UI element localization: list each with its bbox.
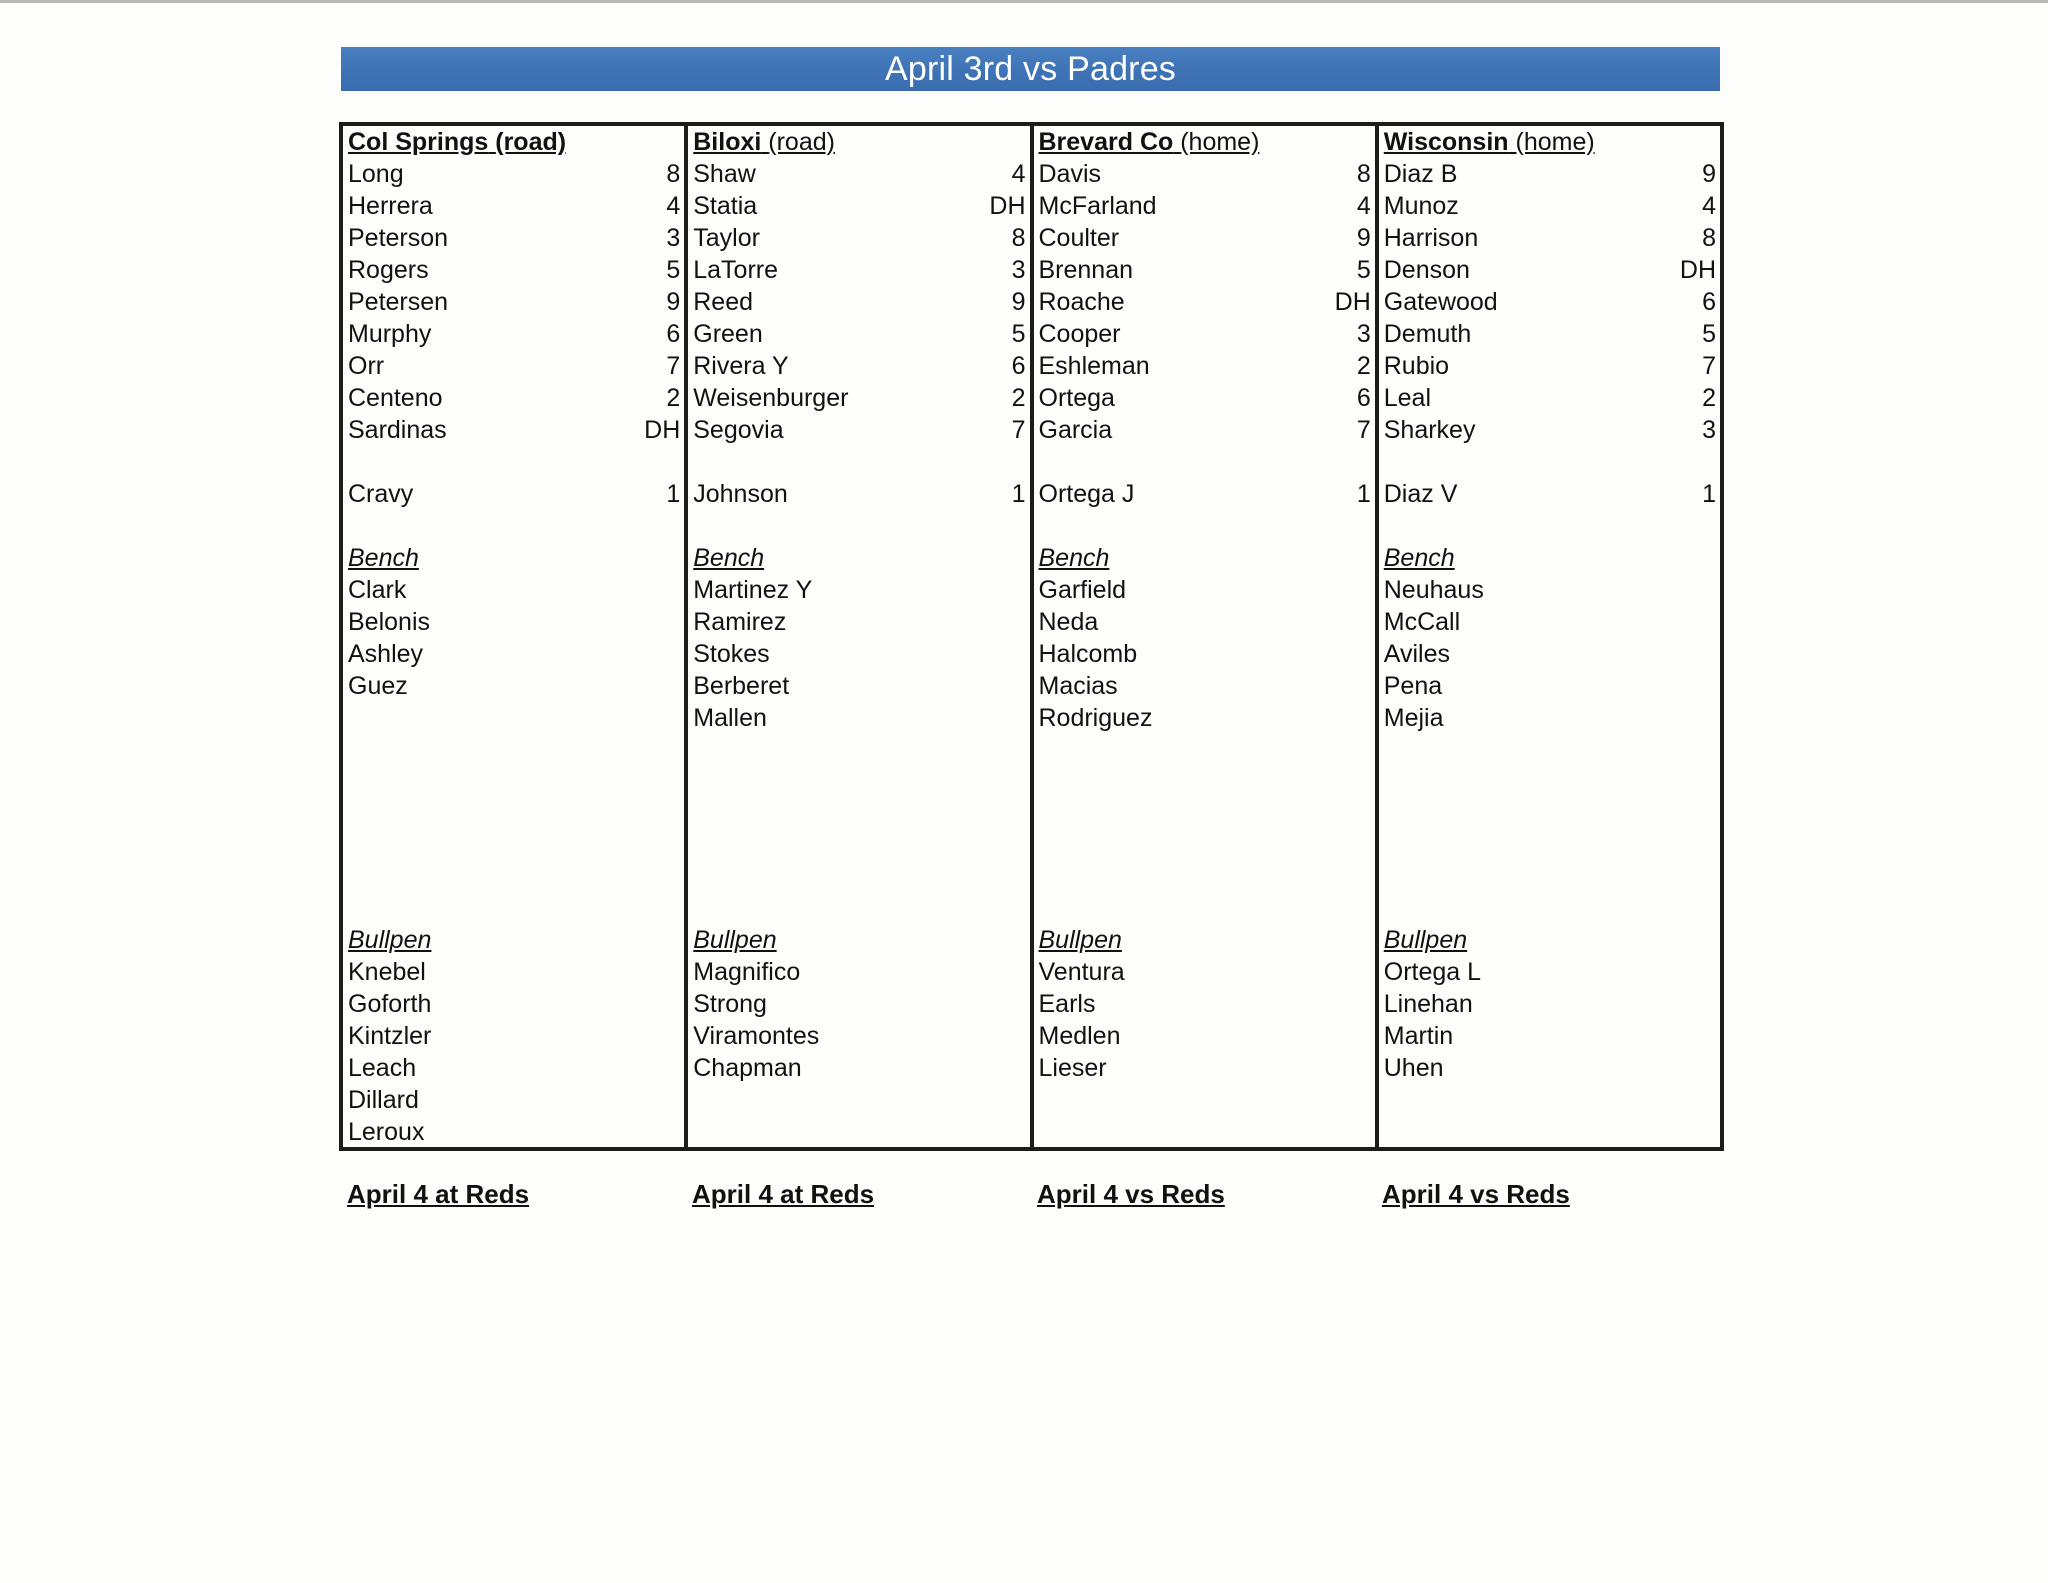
player-position: 3 (666, 224, 681, 252)
player-position: 5 (666, 256, 681, 284)
lineup-row (693, 158, 1025, 190)
player-name: Cooper (1038, 320, 1121, 348)
player-position: 9 (1011, 288, 1026, 316)
player-name: Eshleman (1038, 352, 1150, 380)
bench-player-row (1384, 702, 1716, 734)
player-name: Centeno (348, 384, 443, 412)
bullpen-player-row (693, 988, 1025, 1020)
team-header-text (1384, 126, 1595, 158)
spacer (1039, 446, 1371, 478)
player-position: 8 (1011, 224, 1026, 252)
lineup-row (1384, 222, 1716, 254)
player-name: Segovia (693, 416, 784, 444)
bullpen-player-row (1384, 988, 1716, 1020)
team-name: Biloxi (693, 128, 762, 156)
team-name: Brevard Co (1038, 128, 1174, 156)
player-position: 4 (666, 192, 681, 220)
bench-player-row (1384, 606, 1716, 638)
player-position: 3 (1011, 256, 1026, 284)
bench-player: Martinez Y (693, 576, 813, 604)
player-name: Long (348, 160, 404, 188)
bench-label: Bench (1038, 544, 1110, 572)
bullpen-player: Magnifico (693, 958, 801, 986)
player-name: Murphy (348, 320, 432, 348)
player-position: 5 (1356, 256, 1371, 284)
bullpen-player: Ventura (1038, 958, 1125, 986)
team-column (1030, 126, 1375, 1147)
lineup-row (348, 318, 680, 350)
player-position: DH (644, 416, 681, 444)
player-name: Ortega (1038, 384, 1115, 412)
team-venue: (home) (1515, 128, 1595, 156)
lineup-row (348, 414, 680, 446)
bench-label-row (693, 542, 1025, 574)
bullpen-player: Chapman (693, 1054, 802, 1082)
lineup-row (1384, 190, 1716, 222)
lineup-row (693, 414, 1025, 446)
lineup-row (348, 222, 680, 254)
bullpen-label: Bullpen (348, 926, 432, 954)
title-banner: April 3rd vs Padres (341, 47, 1720, 91)
team-column (343, 126, 684, 1147)
bench-player-row (1039, 702, 1371, 734)
spacer (693, 510, 1025, 542)
player-position: 2 (666, 384, 681, 412)
team-name: Col Springs (348, 128, 489, 156)
player-name: Reed (693, 288, 754, 316)
lineup-row (1384, 350, 1716, 382)
player-position: 4 (1356, 192, 1371, 220)
player-position: 6 (1356, 384, 1371, 412)
player-position: 7 (1011, 416, 1026, 444)
spacer (1384, 510, 1716, 542)
team-column (1375, 126, 1720, 1147)
player-position: 2 (1356, 352, 1371, 380)
player-name: Sharkey (1383, 416, 1476, 444)
bullpen-label: Bullpen (693, 926, 777, 954)
team-header (1039, 126, 1371, 158)
bullpen-block (1384, 924, 1716, 1084)
lineup-row (348, 254, 680, 286)
player-position: 5 (1702, 320, 1716, 348)
bench-player: Berberet (693, 672, 790, 700)
bench-label-row (348, 542, 680, 574)
lineup-row (1384, 414, 1716, 446)
bench-player: Macias (1038, 672, 1118, 700)
player-position: 8 (666, 160, 681, 188)
team-header-text (1039, 126, 1260, 158)
bench-label: Bench (348, 544, 419, 572)
player-name: Herrera (348, 192, 433, 220)
bench-player: Neuhaus (1383, 576, 1484, 604)
player-position: 6 (1011, 352, 1026, 380)
player-position: DH (1334, 288, 1371, 316)
bullpen-player-row (1039, 1052, 1371, 1084)
bench-player-row (1039, 574, 1371, 606)
bullpen-player: Dillard (348, 1086, 419, 1114)
next-game-label: April 4 at Reds (347, 1179, 530, 1209)
bullpen-player-row (1039, 956, 1371, 988)
lineup-row (1039, 222, 1371, 254)
bullpen-player: Kintzler (348, 1022, 432, 1050)
player-position: 7 (1356, 416, 1371, 444)
lineup-row (1384, 254, 1716, 286)
bench-player: Pena (1383, 672, 1443, 700)
player-position: 8 (1702, 224, 1716, 252)
bullpen-player: Knebel (348, 958, 426, 986)
player-position: 7 (1702, 352, 1716, 380)
next-game-label: April 4 at Reds (692, 1179, 875, 1209)
lineup-row (693, 190, 1025, 222)
player-name: McFarland (1038, 192, 1157, 220)
pitcher-position: 1 (1356, 480, 1371, 508)
player-name: Coulter (1038, 224, 1120, 252)
bullpen-player: Goforth (348, 990, 432, 1018)
player-position: 3 (1356, 320, 1371, 348)
bullpen-player: Uhen (1383, 1054, 1444, 1082)
bullpen-label-row (693, 924, 1025, 956)
bullpen-label-row (348, 924, 680, 956)
player-name: Sardinas (348, 416, 447, 444)
bullpen-player-row (348, 1052, 680, 1084)
bench-label-row (1039, 542, 1371, 574)
bench-player: Mallen (693, 704, 767, 732)
pitcher-position: 1 (1702, 480, 1716, 508)
team-venue: (road) (768, 128, 835, 156)
bullpen-player-row (693, 956, 1025, 988)
bench-player-row (693, 606, 1025, 638)
pitcher-name: Johnson (693, 480, 788, 508)
lineup-row (693, 382, 1025, 414)
team-header (693, 126, 1025, 158)
roster-grid (339, 122, 1724, 1151)
bullpen-label: Bullpen (1038, 926, 1122, 954)
lineup-row (348, 350, 680, 382)
pitcher-name: Cravy (348, 480, 414, 508)
bench-player-row (1384, 574, 1716, 606)
player-name: Roache (1038, 288, 1125, 316)
player-position: 4 (1011, 160, 1026, 188)
player-name: Rogers (348, 256, 429, 284)
bullpen-player-row (1384, 956, 1716, 988)
lineup-row (1039, 158, 1371, 190)
player-position: DH (989, 192, 1026, 220)
bench-player: Stokes (693, 640, 770, 668)
player-name: Diaz B (1383, 160, 1458, 188)
player-name: Brennan (1038, 256, 1134, 284)
bullpen-player-row (1384, 1020, 1716, 1052)
starting-pitcher-row (693, 478, 1025, 510)
bullpen-player: Viramontes (693, 1022, 820, 1050)
scan-edge (0, 0, 2048, 3)
bench-player-row (1384, 670, 1716, 702)
bench-player-row (693, 574, 1025, 606)
starting-pitcher-row (1039, 478, 1371, 510)
bullpen-player-row (693, 1052, 1025, 1084)
bench-player: Mejia (1383, 704, 1444, 732)
player-position: 6 (666, 320, 681, 348)
player-name: Green (693, 320, 763, 348)
lineup-row (348, 382, 680, 414)
player-name: Peterson (348, 224, 449, 252)
team-venue: (road) (495, 128, 567, 156)
lineup-row (693, 254, 1025, 286)
spacer (1039, 510, 1371, 542)
player-position: DH (1679, 256, 1716, 284)
bullpen-player-row (1384, 1052, 1716, 1084)
spacer (348, 446, 680, 478)
bench-player-row (348, 574, 680, 606)
lineup-row (693, 286, 1025, 318)
player-position: 2 (1011, 384, 1026, 412)
bullpen-label-row (1039, 924, 1371, 956)
bullpen-player-row (348, 1084, 680, 1116)
pitcher-name: Diaz V (1383, 480, 1458, 508)
player-name: Demuth (1383, 320, 1472, 348)
bench-player-row (348, 638, 680, 670)
lineup-row (1384, 286, 1716, 318)
player-name: Denson (1383, 256, 1470, 284)
team-header (1384, 126, 1716, 158)
player-name: LaTorre (693, 256, 779, 284)
bench-player-row (693, 670, 1025, 702)
bench-player: Belonis (348, 608, 430, 636)
team-header (348, 126, 680, 158)
bench-player-row (348, 670, 680, 702)
lineup-row (1384, 382, 1716, 414)
lineup-row (1384, 318, 1716, 350)
player-name: Shaw (693, 160, 756, 188)
bench-player: Aviles (1383, 640, 1450, 668)
spacer (693, 446, 1025, 478)
bullpen-block (1039, 924, 1371, 1084)
lineup-row (693, 318, 1025, 350)
player-position: 9 (1702, 160, 1716, 188)
bullpen-player: Strong (693, 990, 767, 1018)
pitcher-position: 1 (666, 480, 681, 508)
player-position: 3 (1702, 416, 1716, 444)
starting-pitcher-row (348, 478, 680, 510)
bench-player: Halcomb (1038, 640, 1138, 668)
player-name: Orr (348, 352, 385, 380)
lineup-row (1039, 286, 1371, 318)
bullpen-player: Lieser (1038, 1054, 1107, 1082)
player-name: Munoz (1383, 192, 1459, 220)
bench-player-row (1039, 638, 1371, 670)
pitcher-name: Ortega J (1038, 480, 1135, 508)
player-position: 8 (1356, 160, 1371, 188)
bullpen-player-row (348, 1116, 680, 1148)
next-game-label: April 4 vs Reds (1382, 1179, 1570, 1209)
lineup-row (1384, 158, 1716, 190)
bench-label: Bench (1383, 544, 1455, 572)
bullpen-player: Martin (1383, 1022, 1454, 1050)
bench-player-row (348, 606, 680, 638)
bench-player-row (1039, 606, 1371, 638)
bullpen-player: Medlen (1038, 1022, 1121, 1050)
starting-pitcher-row (1384, 478, 1716, 510)
player-name: Rubio (1383, 352, 1450, 380)
bullpen-player: Linehan (1383, 990, 1473, 1018)
bench-player: Guez (348, 672, 408, 700)
bullpen-label-row (1384, 924, 1716, 956)
lineup-row (1039, 414, 1371, 446)
player-position: 9 (1356, 224, 1371, 252)
bench-player: Ramirez (693, 608, 787, 636)
team-venue: (home) (1180, 128, 1260, 156)
lineup-row (348, 286, 680, 318)
lineup-row (1039, 382, 1371, 414)
player-position: 2 (1702, 384, 1716, 412)
team-name: Wisconsin (1383, 128, 1509, 156)
bullpen-player-row (1039, 988, 1371, 1020)
spacer (1384, 446, 1716, 478)
pitcher-position: 1 (1011, 480, 1026, 508)
player-position: 7 (666, 352, 681, 380)
lineup-row (348, 190, 680, 222)
bullpen-player-row (693, 1020, 1025, 1052)
next-game-label: April 4 vs Reds (1037, 1179, 1225, 1209)
player-name: Gatewood (1383, 288, 1498, 316)
player-name: Garcia (1038, 416, 1113, 444)
bullpen-player-row (348, 988, 680, 1020)
team-header-text (348, 126, 566, 158)
lineup-row (1039, 254, 1371, 286)
lineup-row (348, 158, 680, 190)
bullpen-player-row (348, 1020, 680, 1052)
player-name: Statia (693, 192, 758, 220)
bullpen-block (693, 924, 1025, 1084)
bench-player: McCall (1383, 608, 1461, 636)
team-header-text (693, 126, 835, 158)
bench-label-row (1384, 542, 1716, 574)
team-column (684, 126, 1029, 1147)
bench-player-row (693, 638, 1025, 670)
player-name: Taylor (693, 224, 760, 252)
player-position: 9 (666, 288, 681, 316)
bench-player: Garfield (1038, 576, 1127, 604)
bullpen-block (348, 924, 680, 1148)
player-position: 5 (1011, 320, 1026, 348)
bullpen-player: Leach (348, 1054, 417, 1082)
lineup-row (693, 350, 1025, 382)
bench-player-row (693, 702, 1025, 734)
bench-player: Clark (348, 576, 407, 604)
bullpen-player: Ortega L (1383, 958, 1482, 986)
bullpen-player: Leroux (348, 1118, 425, 1146)
bullpen-player: Earls (1038, 990, 1096, 1018)
bench-player: Ashley (348, 640, 424, 668)
bullpen-player-row (348, 956, 680, 988)
bullpen-player-row (1039, 1020, 1371, 1052)
bench-player-row (1384, 638, 1716, 670)
lineup-row (1039, 190, 1371, 222)
player-name: Petersen (348, 288, 449, 316)
lineup-row (693, 222, 1025, 254)
bullpen-label: Bullpen (1383, 926, 1468, 954)
player-name: Harrison (1383, 224, 1479, 252)
bench-player-row (1039, 670, 1371, 702)
bench-player: Neda (1038, 608, 1099, 636)
bench-player: Rodriguez (1038, 704, 1153, 732)
lineup-row (1039, 350, 1371, 382)
lineup-row (1039, 318, 1371, 350)
player-name: Rivera Y (693, 352, 789, 380)
player-name: Davis (1038, 160, 1102, 188)
spacer (348, 510, 680, 542)
player-position: 6 (1702, 288, 1716, 316)
bench-label: Bench (693, 544, 765, 572)
player-name: Weisenburger (693, 384, 849, 412)
player-position: 4 (1702, 192, 1716, 220)
player-name: Leal (1383, 384, 1432, 412)
